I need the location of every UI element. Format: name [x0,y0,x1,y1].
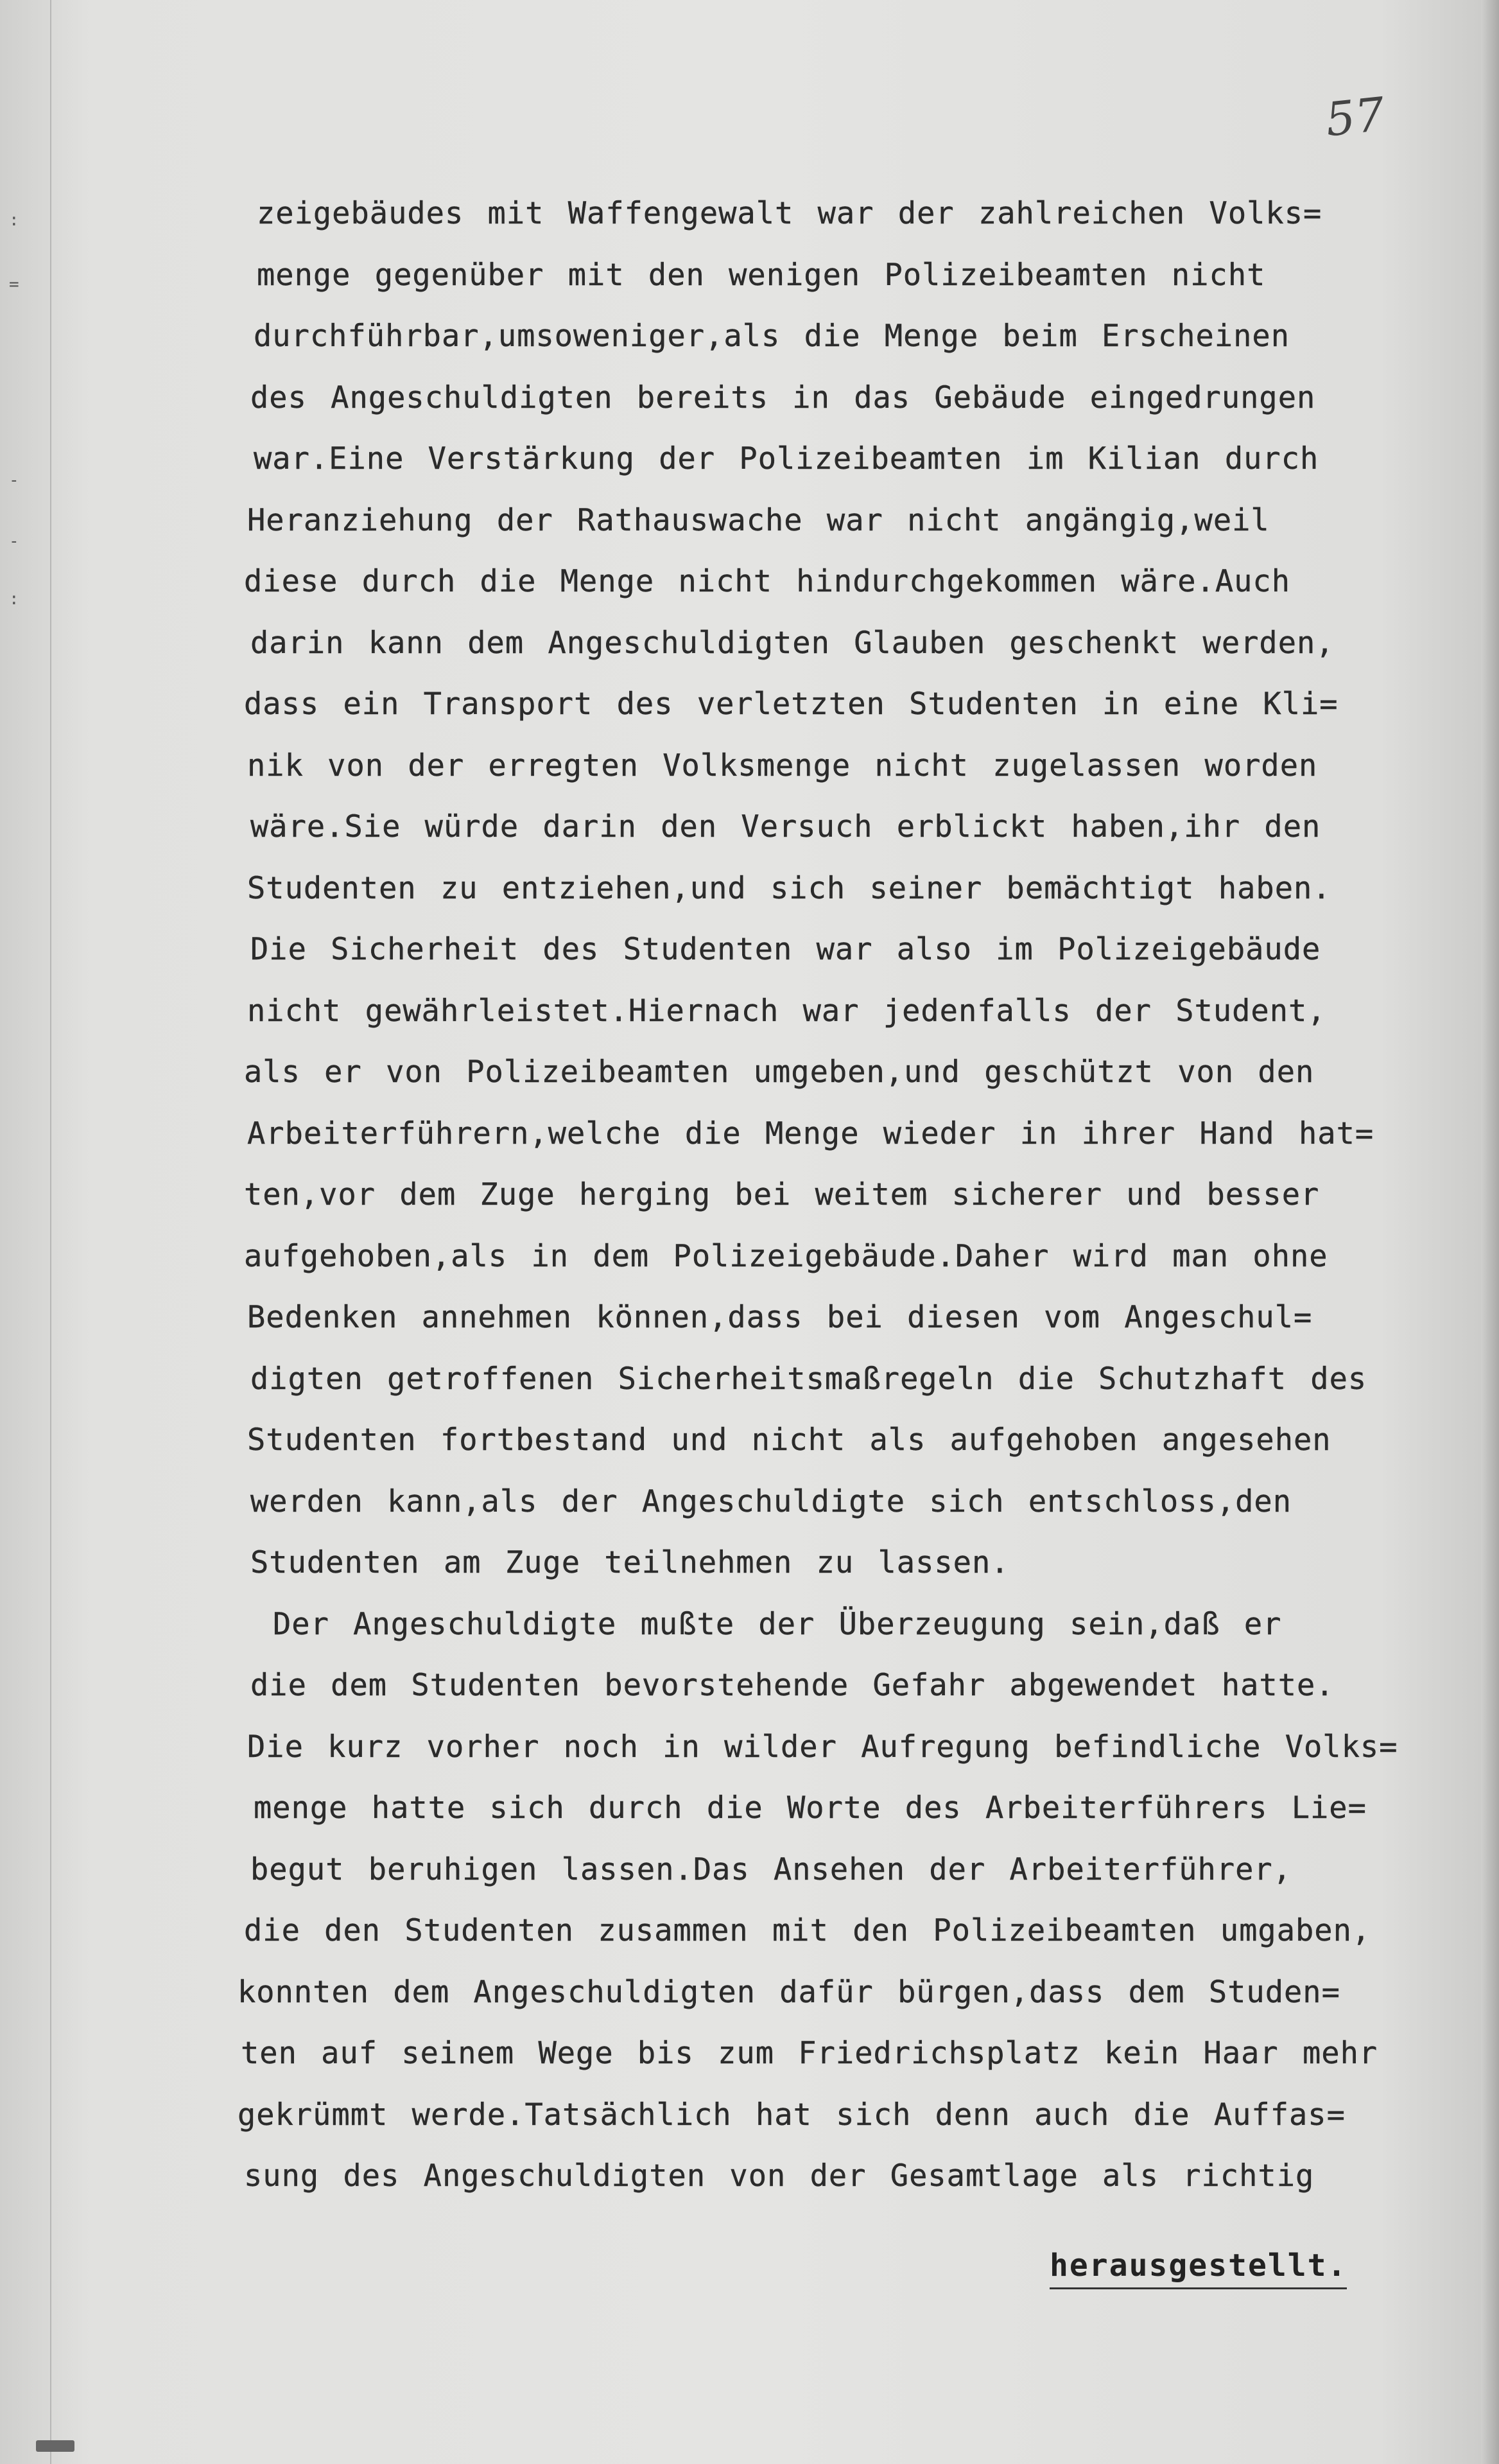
text-line: dass ein Transport des verletzten Studenten in eine Kli= [244,686,1339,722]
text-line: Die Sicherheit des Studenten war also im Polizeigebäude [250,932,1321,967]
text-line: nicht gewährleistet.Hiernach war jedenfalls der Student, [247,993,1326,1029]
margin-mark: - [9,471,19,490]
text-line: gekrümmt werde.Tatsächlich hat sich denn auch die Auffas= [238,2097,1346,2133]
closing-line: herausgestellt. [1050,2248,1347,2289]
text-line: nik von der erregten Volksmenge nicht zugelassen worden [247,747,1318,783]
text-line: Die kurz vorher noch in wilder Aufregung befindliche Volks= [247,1729,1398,1765]
text-line: Studenten fortbestand und nicht als aufgehoben angesehen [247,1422,1331,1458]
page-fold-shadow [50,0,51,2464]
page-number: 57 [1322,87,1387,147]
margin-mark: : [9,590,19,609]
text-line: darin kann dem Angeschuldigten Glauben geschenkt werden, [250,625,1335,661]
text-line: werden kann,als der Angeschuldigte sich entschloss,den [250,1483,1292,1519]
text-line: aufgehoben,als in dem Polizeigebäude.Daher wird man ohne [244,1238,1328,1274]
margin-mark: : [9,211,19,230]
text-line: wäre.Sie würde darin den Versuch erblickt haben,ihr den [250,809,1321,844]
text-line: war.Eine Verstärkung der Polizeibeamten im Kilian durch [254,441,1319,476]
text-line: konnten dem Angeschuldigten dafür bürgen,dass dem Studen= [238,1974,1340,2010]
text-line: die den Studenten zusammen mit den Polizeibeamten umgaben, [244,1913,1371,1948]
text-line: Bedenken annehmen können,dass bei diesen vom Angeschul= [247,1300,1313,1335]
text-line: durchführbar,umsoweniger,als die Menge beim Erscheinen [254,319,1290,354]
text-line: begut beruhigen lassen.Das Ansehen der Arbeiterführer, [250,1851,1292,1887]
text-line: ten auf seinem Wege bis zum Friedrichsplatz kein Haar mehr [241,2036,1378,2071]
margin-mark: = [9,275,19,294]
text-line: Heranziehung der Rathauswache war nicht angängig,weil [247,502,1270,538]
text-line: Arbeiterführern,welche die Menge wieder in ihrer Hand hat= [247,1115,1374,1151]
text-line: menge gegenüber mit den wenigen Polizeibeamten nicht [257,257,1266,293]
text-line: als er von Polizeibeamten umgeben,und geschützt von den [244,1054,1315,1090]
text-line: ten,vor dem Zuge herging bei weitem sicherer und besser [244,1177,1320,1212]
text-line: digten getroffenen Sicherheitsmaßregeln die Schutzhaft des [250,1361,1367,1397]
binding-hole [36,2440,74,2452]
margin-mark: - [9,532,19,551]
text-line: diese durch die Menge nicht hindurchgekommen wäre.Auch [244,564,1291,599]
text-line: die dem Studenten bevorstehende Gefahr abgewendet hatte. [250,1668,1335,1703]
text-line: des Angeschuldigten bereits in das Gebäude eingedrungen [250,380,1316,415]
text-line: Der Angeschuldigte mußte der Überzeugung sein,daß er [273,1606,1282,1642]
text-line: zeigebäudes mit Waffengewalt war der zahlreichen Volks= [257,196,1322,231]
text-line: Studenten zu entziehen,und sich seiner bemächtigt haben. [247,870,1331,906]
text-line: menge hatte sich durch die Worte des Arbeiterführers Lie= [254,1790,1367,1826]
text-line: Studenten am Zuge teilnehmen zu lassen. [250,1545,1010,1580]
page-edge [1481,0,1499,2464]
text-line: sung des Angeschuldigten von der Gesamtlage als richtig [244,2158,1315,2194]
